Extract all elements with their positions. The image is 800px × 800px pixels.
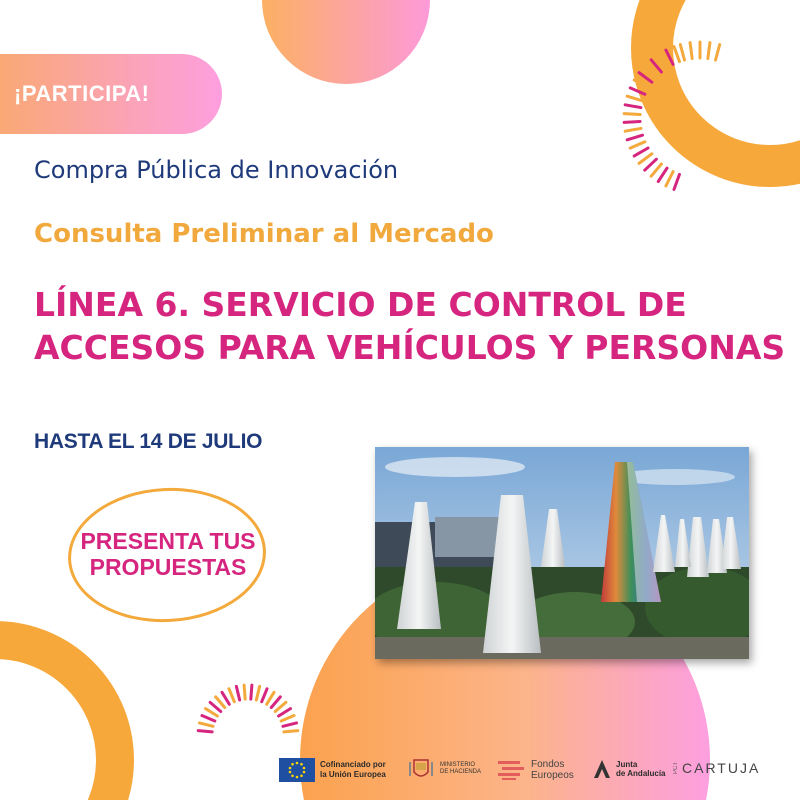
subtitle-consultation: Consulta Preliminar al Mercado	[34, 219, 494, 249]
decorative-dash	[210, 702, 221, 711]
decorative-dash	[625, 105, 641, 108]
decorative-dash	[639, 154, 652, 164]
decorative-dash	[658, 168, 667, 181]
decorative-dash	[651, 164, 661, 176]
submit-proposals-button[interactable]	[70, 528, 266, 580]
eu-flag-icon	[279, 758, 315, 782]
cartuja-name: CARTUJA	[682, 760, 761, 776]
top-right-ring-shape	[652, 0, 800, 166]
decorative-dash	[625, 128, 641, 131]
eu-logo	[279, 758, 386, 782]
decorative-dash	[283, 723, 297, 726]
junta-line-1: Junta	[616, 760, 638, 769]
fondos-line-1: Fondos	[531, 759, 565, 770]
bottom-left-ring-shape	[0, 640, 115, 800]
decorative-dash	[624, 114, 640, 115]
decorative-dash	[624, 121, 640, 122]
decorative-dash	[222, 692, 229, 704]
eu-logo-line-1: Cofinanciado por	[320, 760, 386, 769]
decorative-dash	[198, 731, 212, 732]
decorative-dash	[279, 709, 291, 716]
decorative-dash	[690, 43, 692, 59]
decorative-dash	[202, 716, 215, 721]
decorative-dash	[708, 43, 710, 59]
decorative-dash	[666, 172, 673, 186]
junta-andalucia-icon	[592, 758, 612, 780]
decorative-dash	[281, 716, 294, 721]
cartuja-logo	[673, 760, 760, 776]
cartuja-prefix: PCT	[673, 762, 679, 774]
decorative-dash	[284, 731, 298, 732]
participa-label: ¡PARTICIPA!	[14, 81, 150, 106]
subtitle-procurement: Compra Pública de Innovación	[34, 156, 399, 184]
junta-line-2: de Andalucía	[616, 769, 666, 778]
decorative-dash	[262, 689, 267, 702]
deadline-text: HASTA EL 14 DE JULIO	[34, 430, 263, 453]
fondos-line-2: Europeos	[531, 770, 574, 781]
participa-badge	[0, 54, 222, 134]
junta-andalucia-logo	[592, 758, 666, 780]
decorative-dash	[236, 686, 239, 700]
decorative-dash	[630, 142, 645, 148]
decorative-dash	[256, 686, 259, 700]
decorative-dash	[216, 697, 225, 708]
cta-line-2: PROPUESTAS	[89, 554, 247, 580]
decorative-dash	[680, 45, 684, 60]
building-photo	[375, 447, 749, 659]
decorative-dash	[645, 159, 657, 170]
decorative-dash	[627, 135, 642, 140]
decorative-dash	[206, 709, 218, 716]
top-blob-shape	[262, 0, 430, 84]
cta-line-1: PRESENTA TUS	[80, 528, 256, 554]
decorative-dash	[271, 697, 280, 708]
ministerio-logo	[406, 754, 481, 784]
decorative-dash	[251, 685, 252, 699]
decorative-dash	[267, 692, 274, 704]
decorative-dash	[229, 689, 234, 702]
eu-logo-line-2: la Unión Europea	[320, 770, 386, 779]
page-title: LÍNEA 6. SERVICIO DE CONTROL DE ACCESOS PARA VEHÍCULOS Y PERSONAS	[34, 285, 786, 367]
coat-of-arms-icon	[406, 754, 436, 784]
ministerio-line-1: MINISTERIO	[440, 762, 476, 768]
fondos-europeos-icon	[496, 758, 526, 782]
decorative-dash	[674, 47, 679, 62]
fondos-europeos-logo	[496, 758, 574, 782]
decorative-dash	[244, 685, 245, 699]
ministerio-line-2: DE HACIENDA	[440, 769, 482, 775]
decorative-dash	[716, 45, 720, 60]
decorative-dash	[199, 723, 213, 726]
decorative-dash	[634, 148, 648, 156]
bottom-left-dash-ring	[198, 685, 298, 732]
decorative-dash	[275, 702, 286, 711]
decorative-dash	[674, 174, 679, 189]
